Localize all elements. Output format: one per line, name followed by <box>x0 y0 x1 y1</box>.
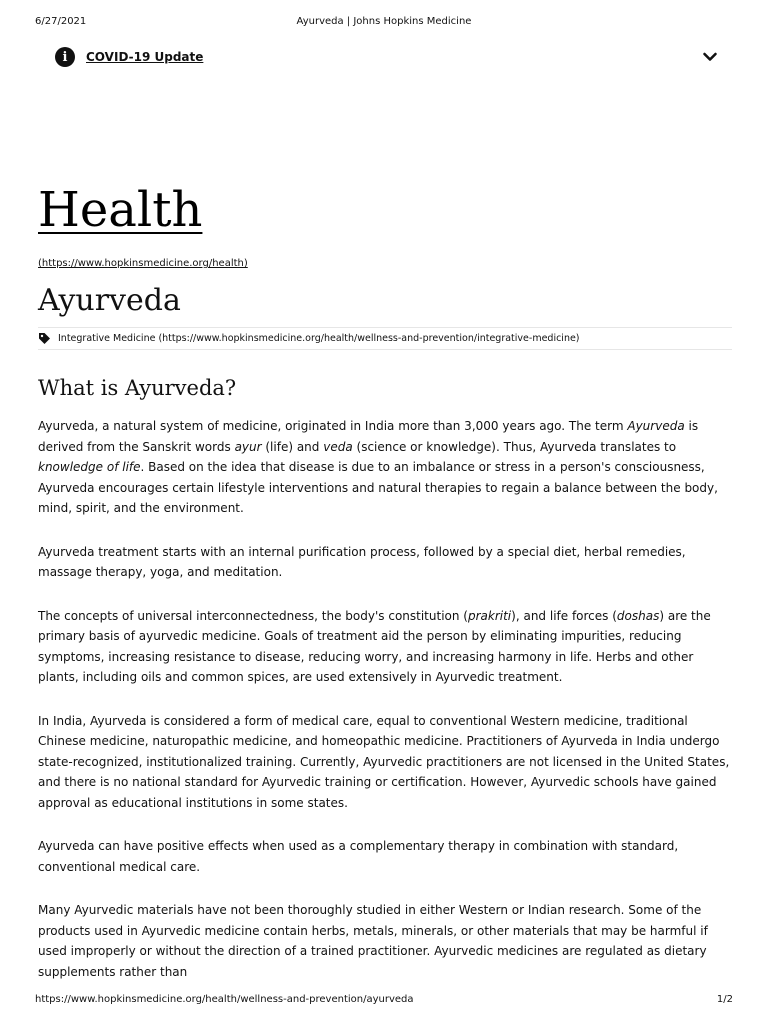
paragraph-3: The concepts of universal interconnectedness, the body's constitution (prakriti), and life forces (doshas) are the primary basis of ayurvedic medicine. Goals of treatment aid the person by eliminating impurities, reducing symptoms, increasing resistance to disease, reducing worry, and increasing harmony in life. Herbs and other plants, including oils and common spices, are used extensively in Ayurvedic treatment. <box>38 608 711 684</box>
category-tag-row <box>38 327 732 350</box>
health-url[interactable]: (https://www.hopkinsmedicine.org/health) <box>38 258 248 269</box>
main-content <box>38 178 732 982</box>
section-heading: What is Ayurveda? <box>38 376 237 400</box>
info-icon: i <box>55 47 75 67</box>
chevron-down-icon[interactable] <box>700 47 720 67</box>
paragraph-1: Ayurveda, a natural system of medicine, originated in India more than 3,000 years ago. The term Ayurveda is derived from the Sanskrit words ayur (life) and veda (science or knowledge). Thus, Ayurveda translates to knowledge of life. Based on the idea that disease is due to an imbalance or stress in a person's consciousness, Ayurveda encourages certain lifestyle interventions and natural therapies to regain a balance between the body, mind, spirit, and the environment. <box>38 419 718 515</box>
print-footer <box>0 994 768 1008</box>
covid-update-bar[interactable] <box>55 44 720 70</box>
category-tag-link[interactable]: Integrative Medicine (https://www.hopkinsmedicine.org/health/wellness-and-prevention/integrative-medicine) <box>58 333 580 344</box>
paragraph-6: Many Ayurvedic materials have not been thoroughly studied in either Western or Indian research. Some of the products used in Ayurvedic medicine contain herbs, metals, minerals, or other materials that may be harmful if used improperly or without the direction of a trained practitioner. Ayurvedic medicines are regulated as dietary supplements rather than <box>38 903 708 979</box>
paragraph-5: Ayurveda can have positive effects when used as a complementary therapy in combination with standard, conventional medical care. <box>38 839 679 874</box>
print-page-number: 1/2 <box>716 994 733 1005</box>
page-title: Ayurveda <box>38 283 181 318</box>
print-page-url: https://www.hopkinsmedicine.org/health/wellness-and-prevention/ayurveda <box>35 994 414 1005</box>
health-section-link[interactable]: Health <box>38 182 203 238</box>
print-document-title: Ayurveda | Johns Hopkins Medicine <box>296 16 472 27</box>
print-header <box>0 16 768 30</box>
print-date: 6/27/2021 <box>35 16 87 27</box>
tag-icon <box>38 332 52 346</box>
paragraph-4: In India, Ayurveda is considered a form of medical care, equal to conventional Western medicine, traditional Chinese medicine, naturopathic medicine, and homeopathic medicine. Practitioners of Ayurveda in India undergo state-recognized, institutionalized training. Currently, Ayurvedic practitioners are not licensed in the United States, and there is no national standard for Ayurvedic training or certification. However, Ayurvedic schools have gained approval as educational institutions in some states. <box>38 713 730 810</box>
covid-update-link[interactable]: COVID-19 Update <box>86 50 204 64</box>
paragraph-2: Ayurveda treatment starts with an internal purification process, followed by a special diet, herbal remedies, massage therapy, yoga, and meditation. <box>38 544 686 579</box>
